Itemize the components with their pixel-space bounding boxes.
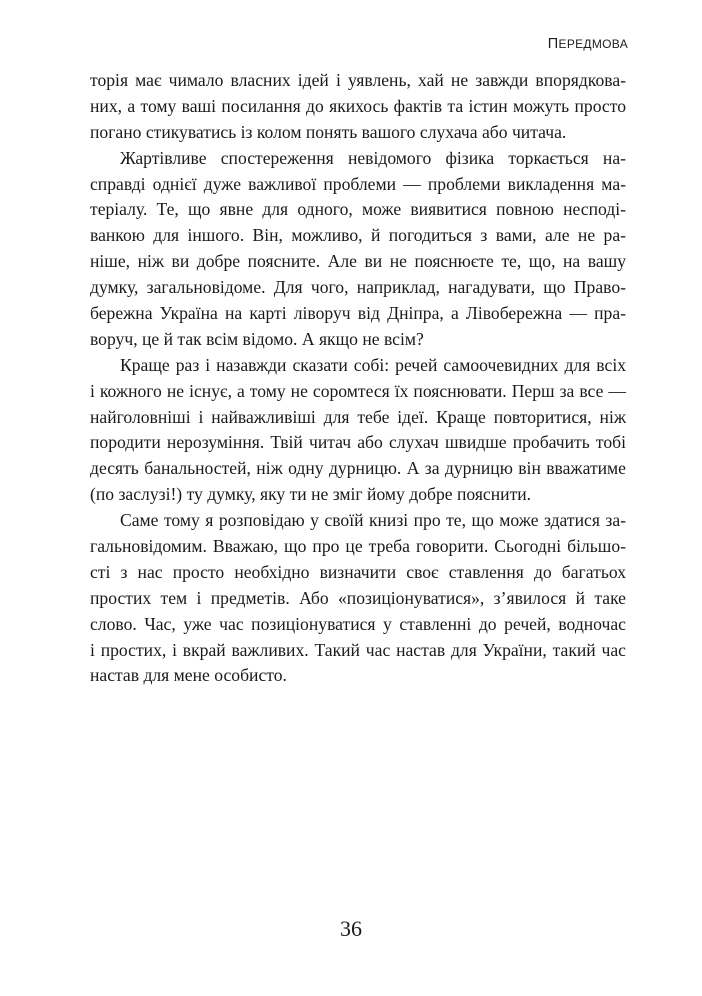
text-line: справді однієї дуже важливої проблеми — проблеми викладення ма- xyxy=(90,173,626,194)
page-number: 36 xyxy=(340,916,362,941)
text-line: теріалу. Те, що явне для одного, може виявитися повною несподі- xyxy=(90,199,626,220)
running-head-rest: ЕРЕДМОВА xyxy=(558,37,628,51)
text-line: слово. Час, уже час позиціонуватися у ставленні до речей, водночас xyxy=(90,613,626,634)
text-line: простих тем і предметів. Або «позиціонуватися», з’явилося й таке xyxy=(90,587,626,608)
text-line: воруч, це й так всім відомо. А якщо не всім? xyxy=(90,328,424,349)
text-line: десять банальностей, ніж одну дурницю. А за дурницю він вважатиме xyxy=(90,458,626,479)
body-text xyxy=(90,68,626,689)
text-line: гальновідомим. Вважаю, що про це треба говорити. Сьогодні більшо- xyxy=(90,536,626,557)
text-line: бережна Україна на карті ліворуч від Дніпра, а Лівобережна — пра- xyxy=(90,303,626,324)
text-line: настав для мене особисто. xyxy=(90,665,287,686)
paragraph-3 xyxy=(90,353,626,508)
text-line: сті з нас просто необхідно визначити своє ставлення до багатьох xyxy=(90,561,626,582)
text-line: них, а тому ваші посилання до якихось фактів та істин можуть просто xyxy=(90,95,626,116)
running-head-first-letter: П xyxy=(547,36,559,52)
text-line: погано стикуватись із колом понять вашого слухача або читача. xyxy=(90,121,567,142)
text-line: і кожного не існує, а тому не соромтеся їх пояснювати. Перш за все — xyxy=(90,380,626,401)
paragraph-2 xyxy=(90,146,626,353)
text-line: і простих, і вкрай важливих. Такий час настав для України, такий час xyxy=(90,639,626,660)
text-line: ванкою для іншого. Він, можливо, й погодиться з вами, але не ра- xyxy=(90,225,626,246)
paragraph-4 xyxy=(90,508,626,689)
paragraph-1 xyxy=(90,68,626,146)
text-line: Саме тому я розповідаю у своїй книзі про те, що може здатися за- xyxy=(120,510,626,531)
text-line: породити нерозуміння. Твій читач або слухач швидше пробачить тобі xyxy=(90,432,626,453)
text-line: найголовніші і найважливіші для тебе ідеї. Краще повторитися, ніж xyxy=(90,406,626,427)
text-line: торія має чимало власних ідей і уявлень, хай не завжди впорядкова- xyxy=(90,70,626,90)
text-line: ніше, ніж ви добре поясните. Але ви не пояснюєте те, що, на вашу xyxy=(90,251,626,272)
running-head xyxy=(548,36,628,52)
text-line: (по заслузі!) ту думку, яку ти не зміг йому добре пояснити. xyxy=(90,484,532,505)
text-line: думку, загальновідоме. Для чого, наприклад, нагадувати, що Право- xyxy=(90,277,626,298)
text-line: Жартівливе спостереження невідомого фізика торкається на- xyxy=(120,147,626,168)
text-line: Краще раз і назавжди сказати собі: речей самоочевидних для всіх xyxy=(120,354,626,375)
